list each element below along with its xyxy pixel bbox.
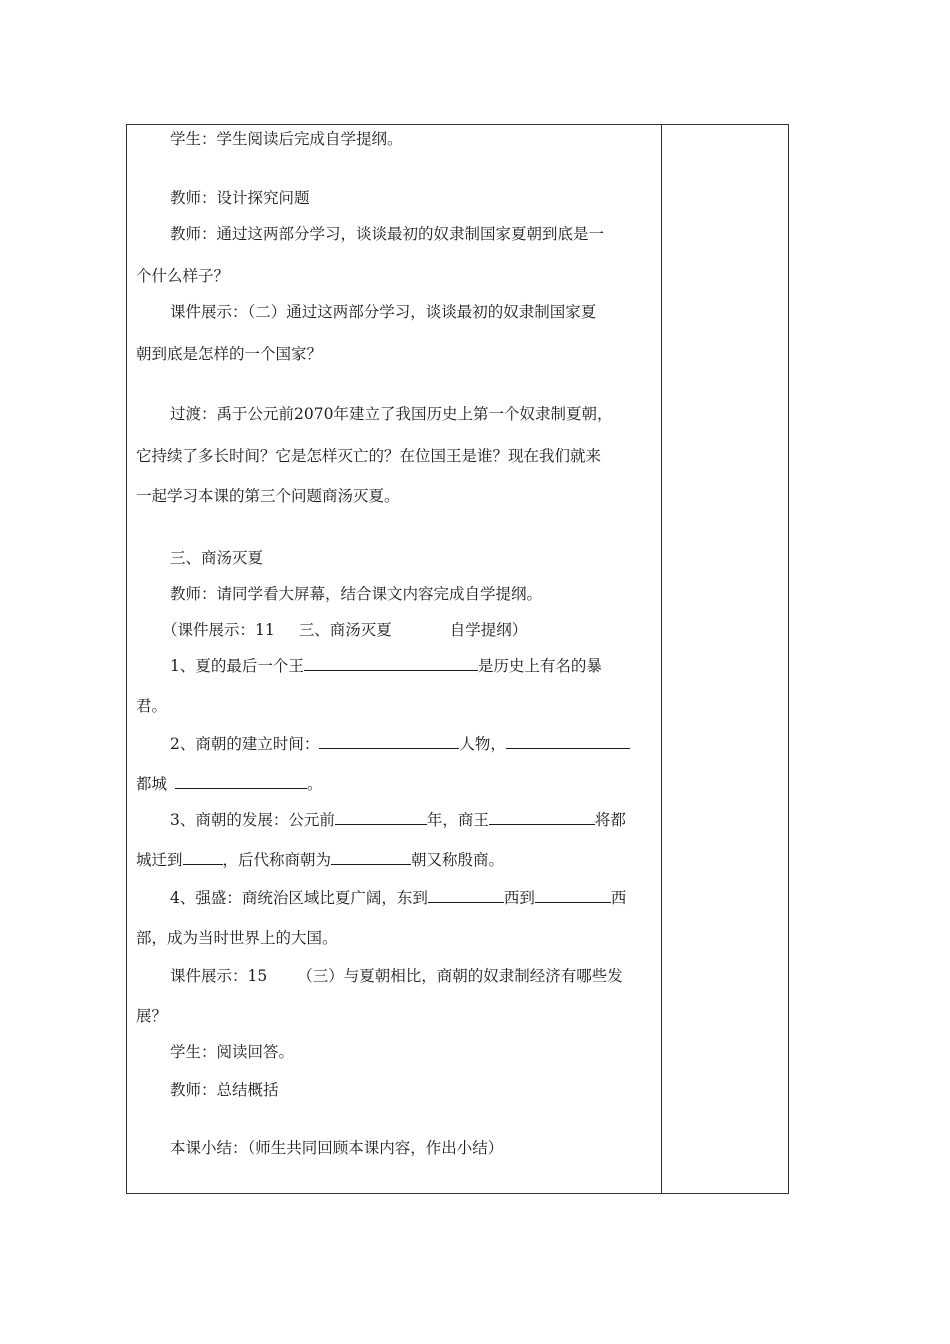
text-line: 一起学习本课的第三个问题商汤灭夏。 bbox=[136, 487, 400, 505]
question-2-cont: 都城 。 bbox=[136, 775, 323, 793]
show11-title: 三、商汤灭夏 bbox=[298, 621, 392, 639]
text-line: 教师：请同学看大屏幕，结合课文内容完成自学提纲。 bbox=[170, 585, 543, 603]
fill-blank[interactable] bbox=[331, 849, 411, 865]
text-line: 个什么样子？ bbox=[136, 267, 230, 285]
table-column-divider bbox=[661, 124, 662, 1194]
question-1: 1、夏的最后一个王 是历史上有名的暴 bbox=[170, 657, 602, 675]
text-line: 教师：通过这两部分学习，谈谈最初的奴隶制国家夏朝到底是一 bbox=[170, 225, 605, 243]
fill-blank[interactable] bbox=[535, 887, 611, 903]
courseware-show-11 bbox=[162, 619, 527, 641]
text-line: 课件展示：（二）通过这两部分学习，谈谈最初的奴隶制国家夏 bbox=[170, 303, 597, 321]
question-3: 3、商朝的发展：公元前 年，商王 将都 bbox=[170, 811, 626, 829]
text-line: 学生：阅读回答。 bbox=[170, 1043, 295, 1061]
text-line: 过渡：禹于公元前2070年建立了我国历史上第一个奴隶制夏朝， bbox=[170, 405, 613, 423]
lesson-summary: 本课小结：（师生共同回顾本课内容，作出小结） bbox=[170, 1139, 504, 1157]
fill-blank[interactable] bbox=[319, 733, 459, 749]
text-line: 君。 bbox=[136, 697, 168, 715]
fill-blank[interactable] bbox=[304, 655, 478, 671]
text-line: 教师：设计探究问题 bbox=[170, 189, 310, 207]
question-3-cont: 城迁到 ，后代称商朝为 朝又称殷商。 bbox=[136, 851, 505, 869]
text-line: 教师：总结概括 bbox=[170, 1081, 279, 1099]
show11-outline: 自学提纲） bbox=[449, 621, 528, 639]
fill-blank[interactable] bbox=[175, 773, 307, 789]
fill-blank[interactable] bbox=[183, 849, 223, 865]
show11-label: （课件展示：11 bbox=[162, 621, 275, 639]
section-heading: 三、商汤灭夏 bbox=[170, 549, 264, 567]
fill-blank[interactable] bbox=[506, 733, 630, 749]
fill-blank[interactable] bbox=[335, 809, 427, 825]
text-line: 它持续了多长时间？它是怎样灭亡的？在位国王是谁？现在我们就来 bbox=[136, 447, 602, 465]
text-line: 部，成为当时世界上的大国。 bbox=[136, 929, 338, 947]
courseware-show-15: 课件展示：15 （三）与夏朝相比，商朝的奴隶制经济有哪些发 bbox=[170, 967, 623, 985]
question-2: 2、商朝的建立时间： 人物， bbox=[170, 733, 630, 755]
text-line: 学生：学生阅读后完成自学提纲。 bbox=[170, 130, 403, 148]
text-line: 朝到底是怎样的一个国家？ bbox=[136, 345, 323, 363]
fill-blank[interactable] bbox=[428, 887, 504, 903]
text-line: 展？ bbox=[136, 1007, 168, 1025]
fill-blank[interactable] bbox=[489, 809, 595, 825]
question-4: 4、强盛：商统治区域比夏广阔，东到 西到 西 bbox=[170, 889, 627, 907]
